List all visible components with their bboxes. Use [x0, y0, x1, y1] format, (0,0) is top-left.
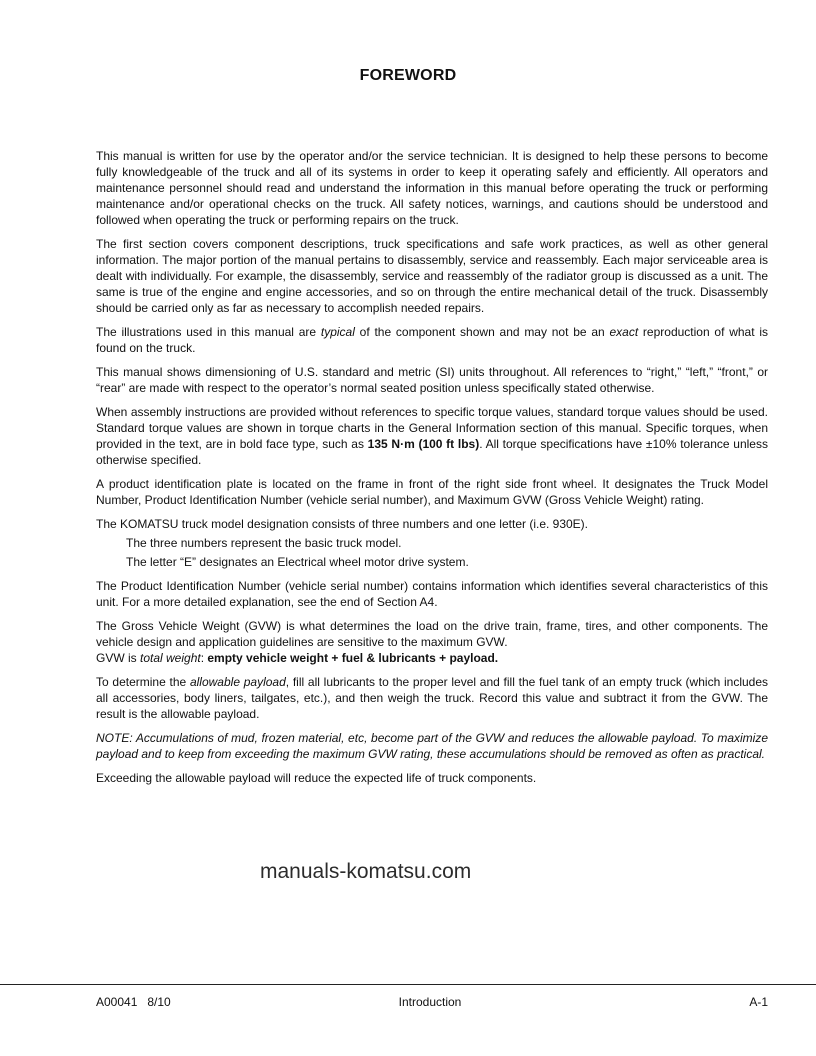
paragraph-serial-number: The Product Identification Number (vehicle serial number) contains information which identifies several characteristics of this unit. For a more detailed explanation, see the end of Section A4.: [96, 579, 768, 609]
paragraph-id-plate: A product identification plate is located on the frame in front of the right side front wheel. It designates the Truck Model Number, Product Identification Number (vehicle serial number), and Maximum GVW (Gross Vehicle Weight) rating.: [96, 477, 768, 507]
foreword-body: [96, 148, 768, 794]
paragraph-model-designation: The KOMATSU truck model designation consists of three numbers and one letter (i.e. 930E).: [96, 517, 589, 531]
model-designation-item: The three numbers represent the basic truck model.: [126, 536, 402, 550]
paragraph-allowable-payload: To determine the allowable payload, fill all lubricants to the proper level and fill the fuel tank of an empty truck (which includes all accessories, body liners, tailgates, etc.), and then weigh the truck. Record this value and subtract it from the GVW. The result is the allowable payload.: [96, 675, 769, 721]
paragraph-exceeding-payload: Exceeding the allowable payload will reduce the expected life of truck components.: [96, 771, 537, 785]
watermark-text: manuals-komatsu.com: [260, 860, 472, 883]
footer-divider: [0, 984, 816, 985]
note-accumulations: NOTE: Accumulations of mud, frozen material, etc, become part of the GVW and reduces the allowable payload. To maximize payload and to keep from exceeding the maximum GVW rating, these accumulations should be removed as often as practical.: [96, 731, 768, 761]
paragraph-sections: The first section covers component descriptions, truck specifications and safe work practices, as well as other general information. The major portion of the manual pertains to disassembly, service and reassembly. Each major serviceable area is dealt with individually. For example, the disassembly, service and reassembly of the radiator group is discussed as a unit. The same is true of the engine and engine accessories, and so on through the entire mechanical detail of the truck. Disassembly should be carried only as far as necessary to accomplish needed repairs.: [96, 237, 768, 315]
paragraph-gvw: The Gross Vehicle Weight (GVW) is what determines the load on the drive train, frame, tires, and other components. The vehicle design and application guidelines are sensitive to the maximum GVW.: [96, 619, 768, 649]
footer-section-name: Introduction: [398, 995, 462, 1009]
paragraph-torque: When assembly instructions are provided without references to specific torque values, standard torque values should be used. Standard torque values are shown in torque charts in the General Information section of this manual. Specific torques, when provided in the text, are in bold face type, such as 135 N·m (100 ft lbs). All torque specifications have ±10% tolerance unless otherwise specified.: [96, 405, 768, 467]
footer-doc-code: A00041 8/10: [96, 995, 171, 1009]
page-title: FOREWORD: [359, 67, 457, 84]
paragraph-illustrations: The illustrations used in this manual are typical of the component shown and may not be an exact reproduction of what is found on the truck.: [96, 325, 768, 355]
model-designation-item: The letter “E” designates an Electrical wheel motor drive system.: [126, 555, 469, 569]
paragraph-purpose: This manual is written for use by the operator and/or the service technician. It is designed to help these persons to become fully knowledgeable of the truck and all of its systems in order to keep it operating safely and efficiently. All operators and maintenance personnel should read and understand the information in this manual before operating the truck or performing maintenance and/or operational checks on the truck. All safety notices, warnings, and cautions should be understood and followed when operating the truck or performing repairs on the truck.: [96, 149, 768, 227]
paragraph-units: This manual shows dimensioning of U.S. standard and metric (SI) units throughout. All references to “right,” “left,” “front,” or “rear” are made with respect to the operator’s normal seated position unless specifically stated otherwise.: [96, 365, 768, 395]
gvw-definition: GVW is total weight: empty vehicle weight + fuel & lubricants + payload.: [96, 651, 499, 665]
footer-page-number: A-1: [749, 995, 768, 1009]
